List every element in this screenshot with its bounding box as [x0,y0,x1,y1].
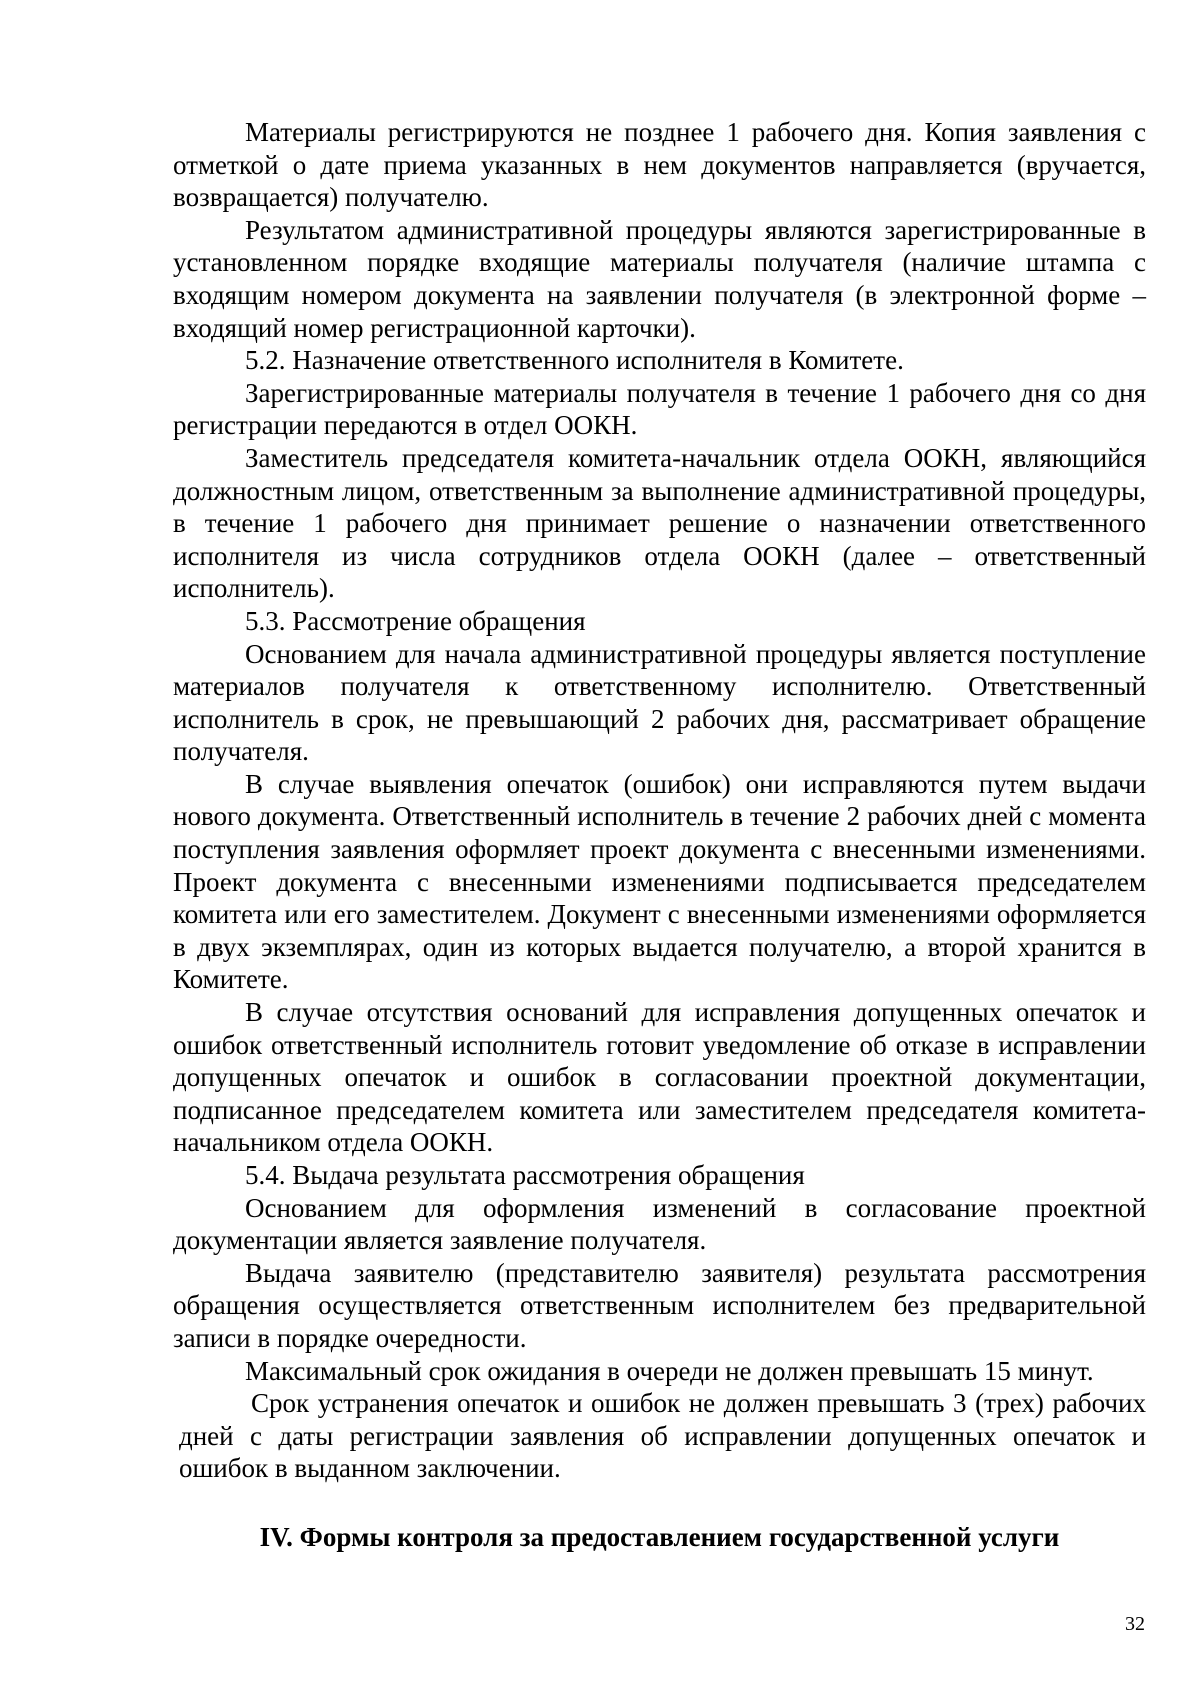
paragraph-queue-wait: Максимальный срок ожидания в очереди не должен превышать 15 минут. [245,1355,1094,1386]
section-heading: IV. Формы контроля за предоставлением государственной услуги [259,1522,1060,1552]
subsection-5-2-title: 5.2. Назначение ответственного исполнителя в Комитете. [245,345,904,376]
paragraph-changes-basis: Основанием для оформления изменений в согласование проектной документации является заявление получателя. [173,1192,1146,1256]
document-body [173,116,1146,1485]
paragraph-procedure-result: Результатом административной процедуры являются зарегистрированные в установленном порядке входящие материалы получателя (наличие штампа с входящим номером документа на заявлении получателя (в электронной форме – входящий номер регистрационной карточки). [173,214,1146,343]
paragraph-deputy-chairman: Заместитель председателя комитета-начальник отдела ООКН, являющийся должностным лицом, ответственным за выполнение административной процедуры, в течение 1 рабочего дня принимает решение о назначении ответственного исполнителя из числа сотрудников отдела ООКН (далее – ответственный исполнитель). [173,442,1146,604]
paragraph-procedure-basis: Основанием для начала административной процедуры является поступление материалов получателя к ответственному исполнителю. Ответственный исполнитель в срок, не превышающий 2 рабочих дня, рассматривает обращение получателя. [173,638,1146,767]
paragraph-typo-correction: В случае выявления опечаток (ошибок) они исправляются путем выдачи нового документа. Ответственный исполнитель в течение 2 рабочих дней с момента поступления заявления оформляет проект документа с внесенными изменениями. Проект документа с внесенными изменениями подписывается председателем комитета или его заместителем. Документ с внесенными изменениями оформляется в двух экземплярах, один из которых выдается получателю, а второй хранится в Комитете. [173,768,1146,995]
subsection-5-3-title: 5.3. Рассмотрение обращения [245,605,586,636]
subsection-5-4-title: 5.4. Выдача результата рассмотрения обращения [245,1160,805,1190]
paragraph-correction-term: Срок устранения опечаток и ошибок не должен превышать 3 (трех) рабочих дней с даты регистрации заявления об исправлении допущенных опечаток и ошибок в выданном заключении. [179,1388,1146,1484]
page-number: 32 [1125,1613,1145,1635]
paragraph-result-issuance: Выдача заявителю (представителю заявителя) результата рассмотрения обращения осуществляется ответственным исполнителем без предварительной записи в порядке очередности. [173,1257,1146,1353]
paragraph-materials-transfer: Зарегистрированные материалы получателя в течение 1 рабочего дня со дня регистрации передаются в отдел ООКН. [173,377,1146,441]
paragraph-refusal-notice: В случае отсутствия оснований для исправления допущенных опечаток и ошибок ответственный исполнитель готовит уведомление об отказе в исправлении допущенных опечаток и ошибок в согласовании проектной документации, подписанное председателем комитета или заместителем председателя комитета-начальником отдела ООКН. [173,997,1146,1158]
paragraph-registration-deadline: Материалы регистрируются не позднее 1 рабочего дня. Копия заявления с отметкой о дате приема указанных в нем документов направляется (вручается, возвращается) получателю. [173,117,1146,213]
